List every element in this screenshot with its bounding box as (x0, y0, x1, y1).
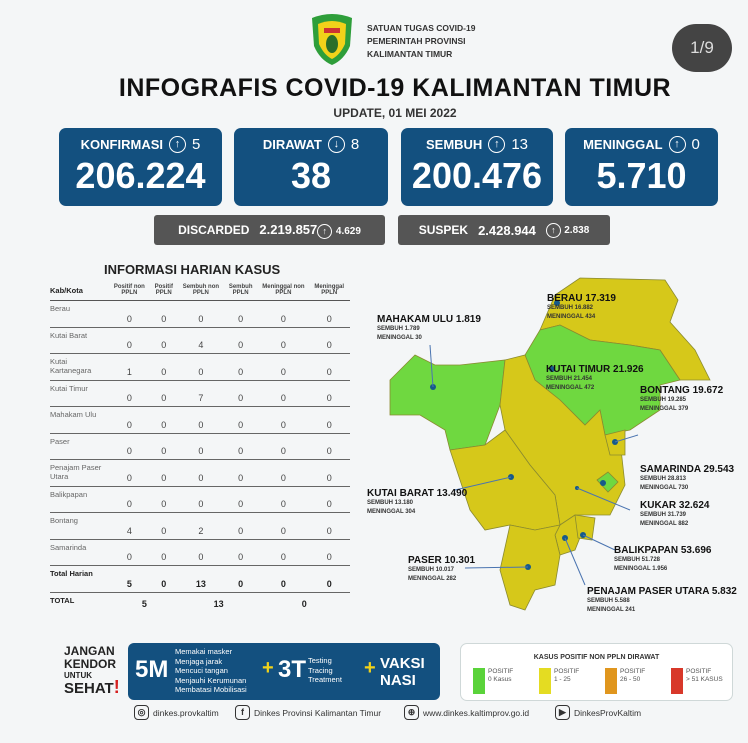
org-name (367, 22, 475, 61)
page-indicator[interactable]: 1/9 (672, 24, 732, 72)
map-label-balikpapan (614, 545, 711, 574)
table-cell: 0 (223, 407, 259, 434)
youtube-icon: ▶ (555, 705, 570, 720)
stat-value: 200.476 (411, 155, 543, 196)
table-cell: 0 (179, 407, 223, 434)
table-cell: 0 (149, 327, 179, 354)
region-name: BONTANG (640, 385, 690, 396)
stat-card-sembuh (401, 128, 553, 206)
table-row (50, 407, 350, 434)
table-cell: 0 (308, 407, 350, 434)
table-cell: 0 (149, 513, 179, 540)
legend-label: POSITIF (686, 668, 712, 675)
region-name: BERAU (547, 293, 583, 304)
region-title (640, 385, 723, 396)
social-link-globe[interactable] (404, 705, 529, 720)
stat-label: KONFIRMASI (80, 137, 163, 152)
table-row (50, 460, 350, 487)
region-title (640, 464, 734, 475)
region-name: PENAJAM PASER UTARA (587, 586, 710, 597)
table-cell: 4 (179, 327, 223, 354)
table-cell: 0 (179, 486, 223, 513)
5m-item: Menjaga jarak (175, 656, 223, 666)
stat-change: 0 (691, 136, 700, 153)
5m-item: Menjauhi Kerumunan (175, 675, 247, 685)
table-cell: 0 (308, 433, 350, 460)
discarded-label: DISCARDED (178, 223, 250, 237)
arrow-up-icon: ↑ (546, 223, 561, 238)
region-sembuh: SEMBUH 5.588 (587, 598, 630, 604)
suspek-change: 2.838 (564, 225, 590, 236)
daily-table-title: INFORMASI HARIAN KASUS (104, 262, 281, 277)
table-cell: 0 (223, 486, 259, 513)
social-link-instagram[interactable] (134, 705, 219, 720)
region-total: 5.832 (711, 586, 737, 597)
region-name: KUTAI TIMUR (546, 364, 611, 375)
table-cell: 0 (223, 566, 259, 593)
arrow-down-icon: ↓ (328, 136, 345, 153)
region-sembuh: SEMBUH 10.017 (408, 567, 455, 573)
stat-value: 5.710 (596, 155, 687, 196)
legend-item (539, 668, 579, 694)
region-title (377, 314, 481, 325)
map-label-kutai-barat (367, 488, 467, 517)
table-cell: 0 (308, 327, 350, 354)
suspek-bar (398, 215, 610, 245)
table-cell: 0 (223, 539, 259, 566)
table-cell: 1 (110, 354, 149, 381)
table-cell: 0 (258, 513, 308, 540)
table-cell: 0 (149, 539, 179, 566)
arrow-up-icon: ↑ (488, 136, 505, 153)
social-text: DinkesProvKaltim (574, 707, 642, 718)
table-cell: 0 (110, 407, 149, 434)
table-cell: 0 (308, 539, 350, 566)
legend-range: 1 - 25 (554, 676, 571, 683)
region-name: MAHAKAM ULU (377, 314, 454, 325)
org-line: SATUAN TUGAS COVID-19 (367, 23, 476, 33)
legend-range: 26 - 50 (620, 676, 641, 683)
table-cell: 0 (258, 327, 308, 354)
table-row (50, 433, 350, 460)
legend-title: KASUS POSITIF NON PPLN DIRAWAT (533, 654, 660, 661)
table-cell: 0 (223, 354, 259, 381)
table-cell: 0 (110, 539, 149, 566)
table-cell: 0 (223, 301, 259, 328)
region-title (547, 293, 616, 304)
region-total: 13.490 (436, 488, 468, 499)
table-cell: 0 (179, 301, 223, 328)
column-header: Positif PPLN (149, 284, 179, 301)
stat-card-meninggal (565, 128, 718, 206)
table-cell: 0 (258, 301, 308, 328)
column-header: Kab/Kota (50, 284, 110, 301)
social-link-youtube[interactable] (555, 705, 641, 720)
region-total: 21.926 (613, 364, 644, 375)
table-cell: 0 (179, 460, 223, 487)
region-total: 19.672 (692, 385, 724, 396)
social-link-facebook[interactable] (235, 705, 381, 720)
region-total: 29.543 (703, 464, 735, 475)
legend-label: POSITIF (620, 668, 646, 675)
table-cell: 0 (149, 433, 179, 460)
map-label-mahakam-ulu (377, 314, 481, 343)
table-cell: 0 (149, 301, 179, 328)
region-total: 17.319 (585, 293, 616, 304)
table-cell: 2 (179, 513, 223, 540)
table-cell: 0 (308, 513, 350, 540)
region-title (587, 586, 737, 597)
column-header: Sembuh PPLN (223, 284, 259, 301)
facebook-icon: f (235, 705, 250, 720)
suspek-label: SUSPEK (418, 223, 469, 237)
table-cell: 0 (258, 566, 308, 593)
region-sembuh: SEMBUH 1.789 (377, 326, 420, 332)
region-title (614, 545, 711, 556)
table-cell: 0 (110, 460, 149, 487)
table-cell: 0 (179, 433, 223, 460)
exclaim-mark: ! (113, 677, 120, 697)
table-cell: 0 (149, 380, 179, 407)
total-positif: 5 (141, 599, 147, 609)
table-cell: 0 (258, 354, 308, 381)
map-label-samarinda (640, 464, 734, 493)
map-legend (460, 643, 733, 701)
page-title: INFOGRAFIS COVID-19 KALIMANTAN TIMUR (118, 74, 672, 102)
region-meninggal: MENINGGAL 434 (547, 314, 596, 320)
table-cell: 0 (223, 513, 259, 540)
map-label-kukar (640, 500, 709, 529)
stat-label: SEMBUH (425, 137, 483, 152)
table-cell: 5 (110, 566, 149, 593)
table-cell: 0 (223, 327, 259, 354)
region-sembuh: SEMBUH 16.882 (547, 305, 594, 311)
legend-swatch (473, 668, 485, 694)
3t-item: Testing (308, 656, 332, 665)
slogan-line: JANGAN (64, 644, 115, 658)
table-cell: 0 (179, 539, 223, 566)
map-label-berau (547, 293, 616, 322)
region-meninggal: MENINGGAL 304 (367, 509, 416, 515)
stat-label: MENINGGAL (583, 137, 663, 152)
total-sembuh: 13 (213, 599, 224, 609)
region-total: 32.624 (678, 500, 710, 511)
discarded-bar (154, 215, 385, 245)
region-meninggal: MENINGGAL 472 (546, 385, 595, 391)
legend-label: POSITIF (554, 668, 580, 675)
table-cell: 0 (149, 460, 179, 487)
region-meninggal: MENINGGAL 730 (640, 485, 689, 491)
table-cell: 0 (258, 407, 308, 434)
legend-swatch (605, 668, 617, 694)
total-meninggal: 0 (301, 599, 307, 609)
table-cell: 0 (223, 380, 259, 407)
table-cell: 0 (149, 354, 179, 381)
region-total: 53.696 (680, 545, 712, 556)
legend-item (605, 668, 645, 694)
5m-list (175, 647, 247, 695)
table-cell: 0 (258, 486, 308, 513)
table-cell: 0 (110, 301, 149, 328)
vaksinasi-label (380, 655, 425, 689)
table-cell: 0 (308, 354, 350, 381)
slogan-line: KENDOR (64, 657, 117, 671)
globe-icon: ⊕ (404, 705, 419, 720)
table-cell: 0 (149, 407, 179, 434)
table-cell: 0 (110, 486, 149, 513)
region-name: BALIKPAPAN (614, 545, 679, 556)
column-header: Sembuh non PPLN (179, 284, 223, 301)
table-cell: 0 (179, 354, 223, 381)
row-label: Samarinda (50, 539, 110, 566)
region-sembuh: SEMBUH 31.739 (640, 512, 687, 518)
table-cell: 0 (149, 486, 179, 513)
social-text: dinkes.provkaltim (153, 707, 219, 718)
region-name: KUTAI BARAT (367, 488, 434, 499)
kaltim-emblem-logo (308, 12, 356, 66)
region-meninggal: MENINGGAL 379 (640, 406, 689, 412)
table-cell: Total Harian (50, 566, 110, 593)
map-label-kutai-timur (546, 364, 644, 393)
stat-change: 13 (511, 136, 529, 153)
legend-text (620, 668, 645, 694)
health-protocol-banner (128, 643, 440, 700)
region-title (367, 488, 467, 499)
region-name: PASER (408, 555, 442, 566)
region-name: KUKAR (640, 500, 677, 511)
region-name: SAMARINDA (640, 464, 701, 475)
legend-text (488, 668, 513, 694)
table-row (50, 327, 350, 354)
table-cell: 0 (258, 433, 308, 460)
region-mahakam-ulu (390, 355, 505, 450)
map-label-paser (408, 555, 475, 584)
plus-sign: + (262, 657, 274, 679)
region-meninggal: MENINGGAL 882 (640, 521, 689, 527)
row-label: Kutai Barat (50, 327, 110, 354)
row-label: Mahakam Ulu (50, 407, 110, 434)
3t-list (308, 656, 342, 685)
5m-label: 5M (135, 656, 169, 683)
org-line: PEMERINTAH PROVINSI (367, 36, 466, 46)
row-label: Bontang (50, 513, 110, 540)
table-cell: 0 (308, 460, 350, 487)
region-title (408, 555, 475, 566)
table-row (50, 486, 350, 513)
table-row (50, 301, 350, 328)
region-total: 10.301 (444, 555, 476, 566)
social-text: www.dinkes.kaltimprov.go.id (423, 707, 530, 718)
region-meninggal: MENINGGAL 282 (408, 576, 457, 582)
region-total: 1.819 (455, 314, 481, 325)
arrow-up-icon: ↑ (317, 224, 332, 239)
table-cell: 0 (223, 433, 259, 460)
region-title (546, 364, 644, 375)
region-sembuh: SEMBUH 51.728 (614, 557, 661, 563)
vaksin-line: NASI (380, 672, 416, 689)
legend-label: POSITIF (488, 668, 514, 675)
row-label: Kutai Timur (50, 380, 110, 407)
social-text: Dinkes Provinsi Kalimantan Timur (254, 707, 382, 718)
row-label: Kutai Kartanegara (50, 354, 110, 381)
legend-text (686, 668, 723, 694)
table-cell: 13 (179, 566, 223, 593)
instagram-icon: ◎ (134, 705, 149, 720)
total-harian-row (50, 566, 350, 593)
plus-sign: + (364, 657, 376, 679)
stat-card-konfirmasi (59, 128, 222, 206)
5m-item: Mencuci tangan (175, 666, 228, 675)
region-sembuh: SEMBUH 13.180 (367, 500, 414, 506)
slogan (64, 645, 120, 695)
stat-label: DIRAWAT (262, 137, 322, 152)
table-cell: 0 (110, 433, 149, 460)
table-cell: 0 (110, 327, 149, 354)
region-sembuh: SEMBUH 21.454 (546, 376, 593, 382)
slogan-line: UNTUK (64, 671, 92, 680)
slogan-line: SEHAT (64, 680, 114, 697)
legend-swatch (671, 668, 683, 694)
table-row (50, 539, 350, 566)
column-header: Positif non PPLN (110, 284, 149, 301)
map-label-penajam-paser-utara (587, 586, 737, 615)
stat-change: 8 (350, 136, 360, 153)
3t-item: Treatment (308, 675, 342, 684)
region-sembuh: SEMBUH 19.285 (640, 397, 687, 403)
discarded-value: 2.219.857 (259, 221, 318, 237)
column-header: Meninggal PPLN (308, 284, 350, 301)
table-cell: 0 (308, 566, 350, 593)
stat-card-dirawat (234, 128, 388, 206)
stat-value: 206.224 (75, 155, 206, 196)
5m-item: Memakai masker (175, 647, 233, 656)
region-title (640, 500, 709, 511)
suspek-value: 2.428.944 (478, 222, 536, 238)
legend-swatch (539, 668, 551, 694)
region-meninggal: MENINGGAL 241 (587, 607, 636, 613)
region-meninggal: MENINGGAL 1.956 (614, 566, 668, 572)
table-row (50, 380, 350, 407)
arrow-up-icon: ↑ (169, 136, 186, 153)
3t-item: Tracing (308, 665, 333, 675)
table-cell: 0 (308, 301, 350, 328)
3t-label: 3T (278, 656, 307, 683)
org-line: KALIMANTAN TIMUR (367, 49, 453, 59)
vaksin-line: VAKSI (380, 655, 425, 672)
stat-change: 5 (192, 136, 201, 153)
total-row (50, 592, 350, 612)
legend-item (473, 668, 513, 694)
region-meninggal: MENINGGAL 30 (377, 335, 422, 341)
column-header: Meninggal non PPLN (258, 284, 308, 301)
map-label-bontang (640, 385, 723, 414)
table-cell: 7 (179, 380, 223, 407)
legend-range: 0 Kasus (488, 676, 512, 683)
daily-cases-table (50, 284, 350, 612)
legend-text (554, 668, 579, 694)
row-label: Balikpapan (50, 486, 110, 513)
table-cell: 0 (223, 460, 259, 487)
legend-item (671, 668, 723, 694)
row-label: Penajam Paser Utara (50, 460, 110, 487)
table-cell: 0 (258, 380, 308, 407)
table-cell: 0 (110, 380, 149, 407)
row-label: Berau (50, 301, 110, 328)
row-label: TOTAL (50, 595, 75, 605)
table-row (50, 354, 350, 381)
table-cell: 0 (258, 539, 308, 566)
discarded-change: 4.629 (335, 225, 361, 237)
table-cell: 0 (258, 460, 308, 487)
table-cell: 0 (308, 380, 350, 407)
table-cell: 4 (110, 513, 149, 540)
row-label: Paser (50, 433, 110, 460)
legend-range: > 51 KASUS (686, 676, 723, 683)
table-row (50, 513, 350, 540)
update-date: UPDATE, 01 MEI 2022 (333, 106, 457, 120)
table-cell: 0 (308, 486, 350, 513)
5m-item: Membatasi Mobilisasi (175, 685, 247, 694)
arrow-up-icon: ↑ (669, 136, 686, 153)
stat-value: 38 (290, 155, 332, 196)
region-sembuh: SEMBUH 28.813 (640, 476, 687, 482)
table-cell: 0 (149, 566, 179, 593)
